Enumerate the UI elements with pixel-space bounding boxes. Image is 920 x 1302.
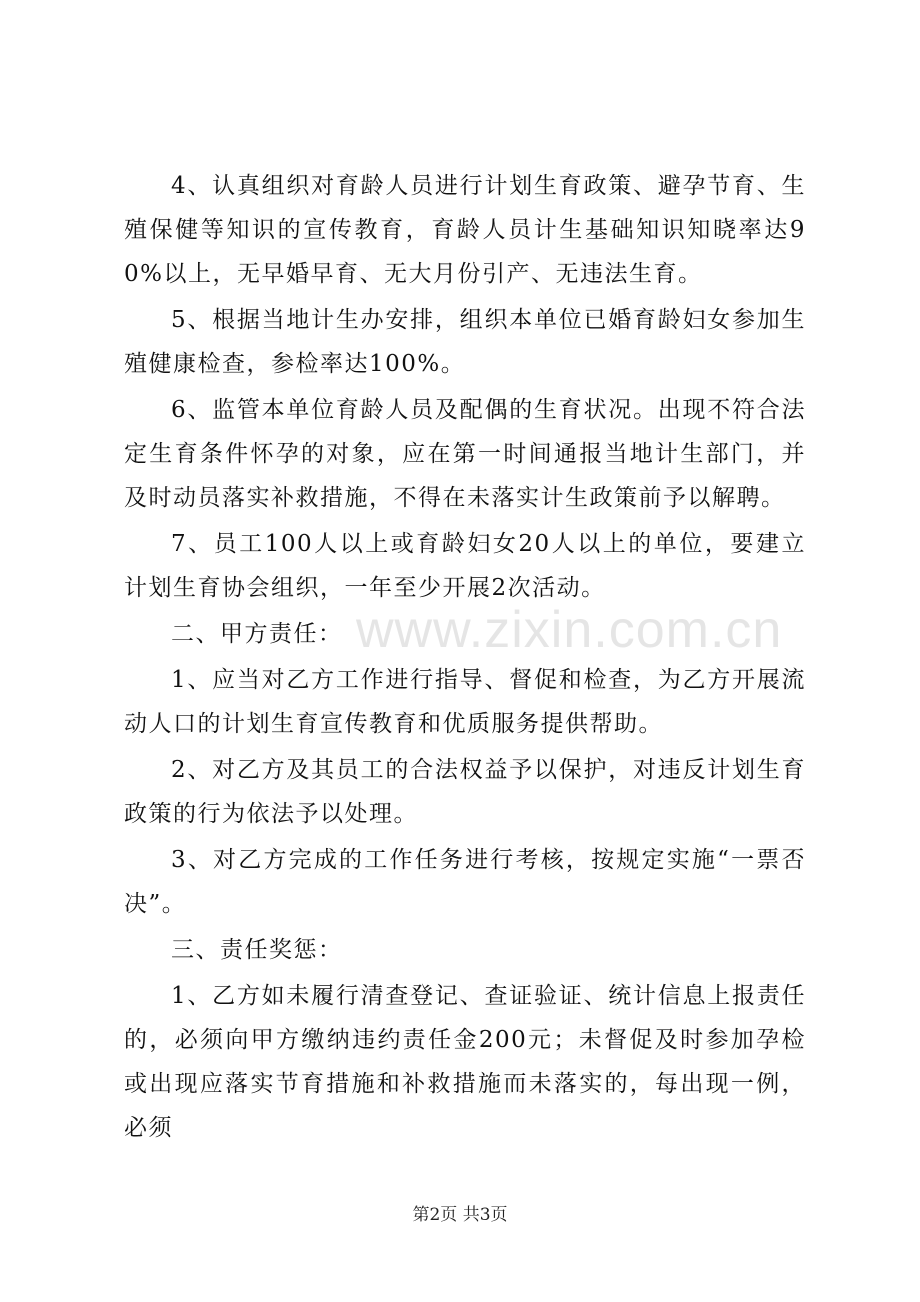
paragraph-party-a-1: 1、应当对乙方工作进行指导、督促和检查，为乙方开展流动人口的计划生育宣传教育和优质服务提供帮助。 xyxy=(124,667,806,737)
watermark: www.zixin.com.cn xyxy=(356,601,783,659)
section-heading-rewards: 三、责任奖惩： xyxy=(171,937,343,963)
paragraph-item-7: 7、员工100人以上或育龄妇女20人以上的单位，要建立计划生育协会组织，一年至少开展2次活动。 xyxy=(124,531,806,601)
paragraph-item-5: 5、根据当地计生办安排，组织本单位已婚育龄妇女参加生殖健康检查，参检率达100%。 xyxy=(124,307,806,377)
section-heading-party-a: 二、甲方责任： xyxy=(171,621,343,647)
paragraph-party-a-2: 2、对乙方及其员工的合法权益予以保护，对违反计划生育政策的行为依法予以处理。 xyxy=(124,757,806,827)
paragraph-item-4: 4、认真组织对育龄人员进行计划生育政策、避孕节育、生殖保健等知识的宣传教育，育龄人员计生基础知识知晓率达90%以上，无早婚早育、无大月份引产、无违法生育。 xyxy=(124,173,806,287)
paragraph-rewards-1: 1、乙方如未履行清查登记、查证验证、统计信息上报责任的，必须向甲方缴纳违约责任金200元；未督促及时参加孕检或出现应落实节育措施和补救措施而未落实的，每出现一例，必须 xyxy=(124,983,806,1141)
page-footer: 第2页 共3页 xyxy=(412,1205,508,1225)
paragraph-item-6: 6、监管本单位育龄人员及配偶的生育状况。出现不符合法定生育条件怀孕的对象，应在第一时间通报当地计生部门，并及时动员落实补救措施，不得在未落实计生政策前予以解聘。 xyxy=(124,397,806,511)
paragraph-party-a-3: 3、对乙方完成的工作任务进行考核，按规定实施“一票否决”。 xyxy=(124,847,806,917)
